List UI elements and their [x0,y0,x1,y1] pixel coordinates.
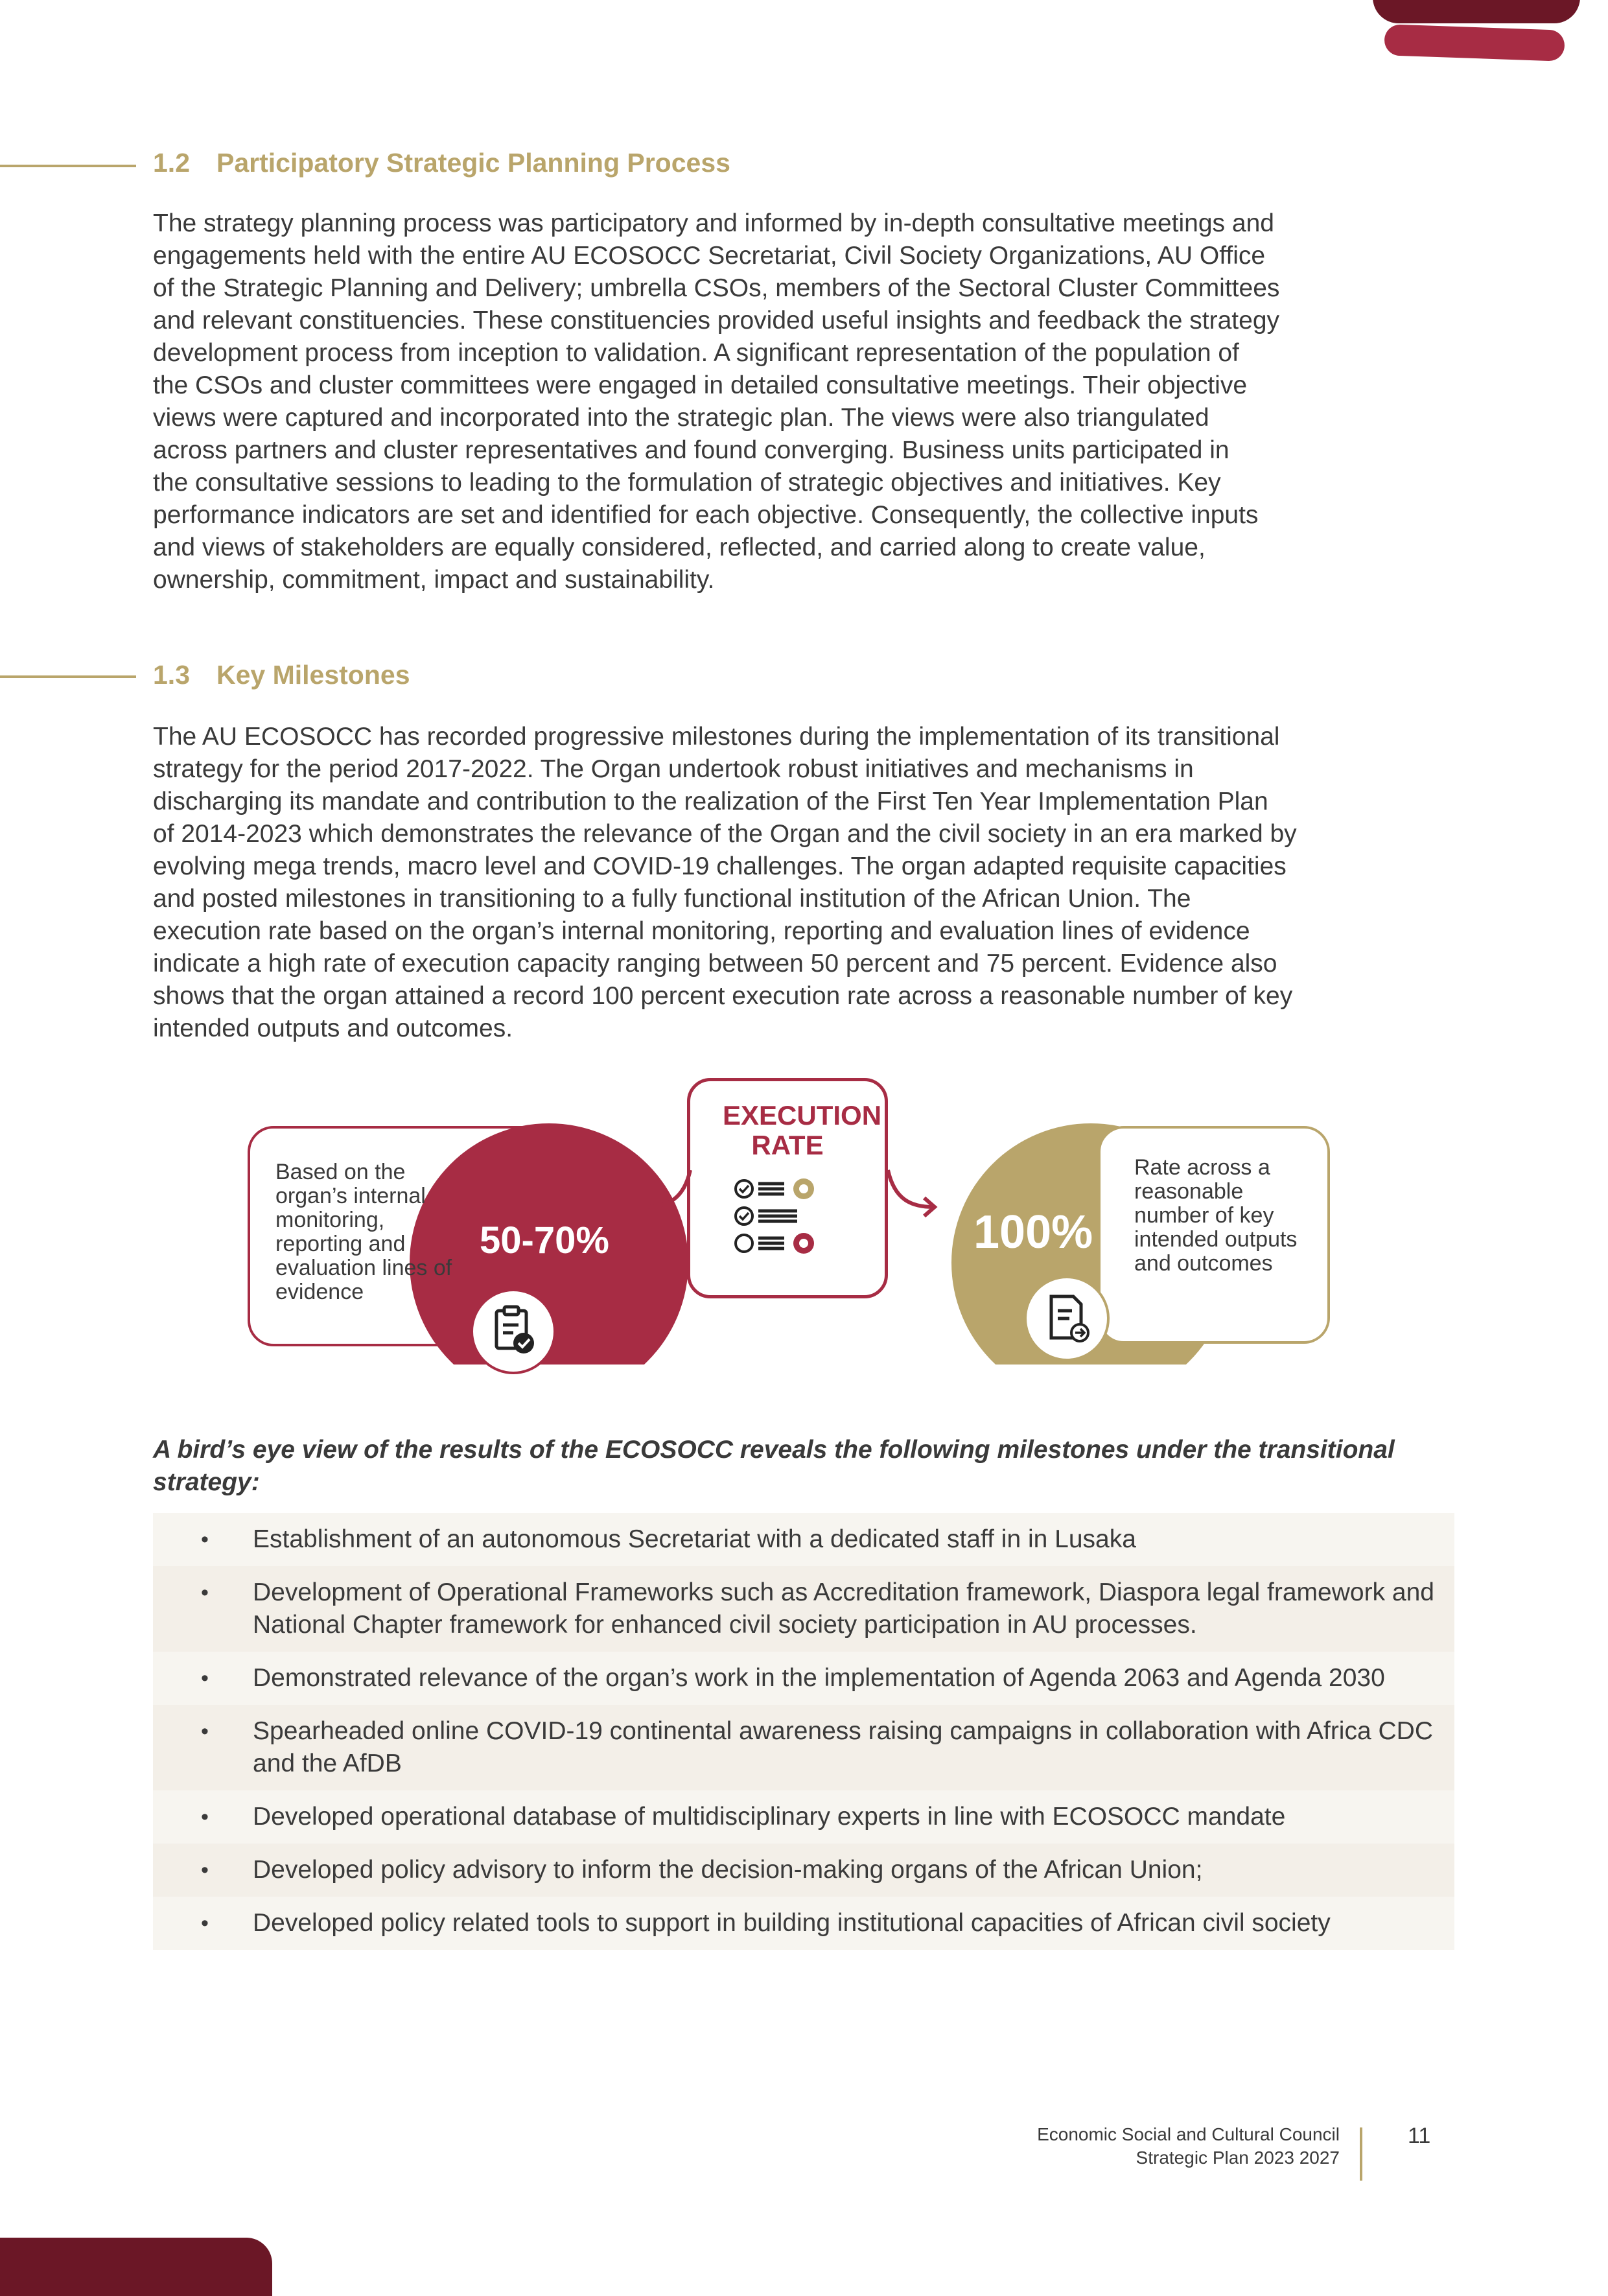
document-arrow-icon [1024,1276,1110,1361]
milestones-list [153,1513,1454,1950]
bullet: • [201,1719,209,1744]
right-arrow-icon [885,1167,940,1219]
list-item-text: Establishment of an autonomous Secretariat with a dedicated staff in in Lusaka [253,1525,1136,1553]
milestones-intro: A bird’s eye view of the results of the ECOSOCC reveals the following milestones under the transitional strategy: [153,1436,1395,1496]
section-13-paragraph [153,721,1456,1045]
section-12-paragraph [153,207,1456,596]
paragraph-line: development process from inception to validation. A significant representation of the population of [153,339,1239,367]
list-item-text: Developed policy advisory to inform the decision-making organs of the African Union; [253,1856,1203,1884]
paragraph-line: of the Strategic Planning and Delivery; umbrella CSOs, members of the Sectoral Cluster Committees [153,274,1280,302]
bullet: • [201,1805,209,1829]
paragraph-line: ownership, commitment, impact and sustainability. [153,566,715,594]
section-number: 1.2 [153,148,190,178]
page-number: 11 [1408,2124,1431,2148]
list-item-text: Demonstrated relevance of the organ’s work in the implementation of Agenda 2063 and Agenda 2030 [253,1664,1385,1692]
section-heading [153,148,730,178]
section-title: Participatory Strategic Planning Process [216,148,730,178]
right-info-text: Rate across a reasonable number of key intended outputs and outcomes [1134,1155,1298,1276]
paragraph-line: of 2014-2023 which demonstrates the relevance of the Organ and the civil society in an era marked by [153,820,1297,848]
paragraph-line: The strategy planning process was participatory and informed by in-depth consultative meetings and [153,209,1274,237]
list-item-text: Developed operational database of multidisciplinary experts in line with ECOSOCC mandate [253,1803,1286,1831]
left-arrow-icon [638,1167,693,1219]
bullet: • [201,1527,209,1552]
center-title [687,1101,888,1160]
list-item-text: Developed policy related tools to support in building institutional capacities of African civil society [253,1909,1331,1937]
footer-divider [1360,2127,1362,2181]
footer-org: Economic Social and Cultural Council [1037,2124,1340,2144]
paragraph-line: the consultative sessions to leading to the formulation of strategic objectives and initiatives. Key [153,469,1221,497]
list-item [153,1652,1454,1705]
list-item-text: Development of Operational Frameworks such as Accreditation framework, Diaspora legal framework and National Chapter framework for enhanced civil society participation in AU processes. [253,1578,1434,1639]
left-info-text: Based on the organ’s internal monitoring, reporting and evaluation lines of evidence [275,1160,452,1304]
bullet: • [201,1911,209,1936]
paragraph-line: shows that the organ attained a record 100 percent execution rate across a reasonable number of key [153,982,1293,1010]
paragraph-line: indicate a high rate of execution capacity ranging between 50 percent and 75 percent. Evidence also [153,950,1277,978]
paragraph-line: The AU ECOSOCC has recorded progressive milestones during the implementation of its transitional [153,723,1280,751]
checklist-gear-icon [732,1173,843,1264]
section-number: 1.3 [153,660,190,690]
list-item [153,1705,1454,1790]
list-item [153,1844,1454,1897]
right-value: 100% [973,1206,1093,1258]
top-corner-decoration [1373,0,1580,23]
list-item [153,1897,1454,1950]
paragraph-line: evolving mega trends, macro level and COVID-19 challenges. The organ adapted requisite capacities [153,852,1287,880]
list-item [153,1513,1454,1566]
list-item [153,1790,1454,1844]
section-rule [0,675,136,678]
center-title-text: EXECUTION RATE [723,1100,882,1160]
list-item-text: Spearheaded online COVID-19 continental awareness raising campaigns in collaboration with Africa CDC and the AfDB [253,1717,1433,1777]
paragraph-line: and views of stakeholders are equally considered, reflected, and carried along to create value, [153,533,1206,561]
paragraph-line: and relevant constituencies. These constituencies provided useful insights and feedback the strategy [153,307,1280,334]
bullet: • [201,1666,209,1691]
section-heading [153,660,410,690]
paragraph-line: intended outputs and outcomes. [153,1014,513,1042]
bullet: • [201,1858,209,1882]
footer-subtitle: Strategic Plan 2023 2027 [1136,2148,1340,2168]
paragraph-line: discharging its mandate and contribution to the realization of the First Ten Year Implementation Plan [153,788,1268,815]
paragraph-line: execution rate based on the organ’s internal monitoring, reporting and evaluation lines of evidence [153,917,1250,945]
bottom-corner-decoration [0,2238,272,2296]
left-value: 50-70% [480,1219,609,1261]
section-title: Key Milestones [216,660,410,690]
top-corner-stroke [1384,24,1565,62]
bullet: • [201,1580,209,1605]
section-rule [0,165,136,167]
paragraph-line: strategy for the period 2017-2022. The Organ undertook robust initiatives and mechanisms in [153,755,1194,783]
paragraph-line: and posted milestones in transitioning to a fully functional institution of the African Union. The [153,885,1191,913]
list-item [153,1566,1454,1652]
paragraph-line: the CSOs and cluster committees were engaged in detailed consultative meetings. Their objective [153,371,1248,399]
paragraph-line: performance indicators are set and identified for each objective. Consequently, the collective inputs [153,501,1259,529]
clipboard-check-icon [471,1289,556,1374]
paragraph-line: views were captured and incorporated into the strategic plan. The views were also triangulated [153,404,1209,432]
paragraph-line: engagements held with the entire AU ECOSOCC Secretariat, Civil Society Organizations, AU Office [153,242,1266,270]
paragraph-line: across partners and cluster representatives and found converging. Business units participated in [153,436,1229,464]
